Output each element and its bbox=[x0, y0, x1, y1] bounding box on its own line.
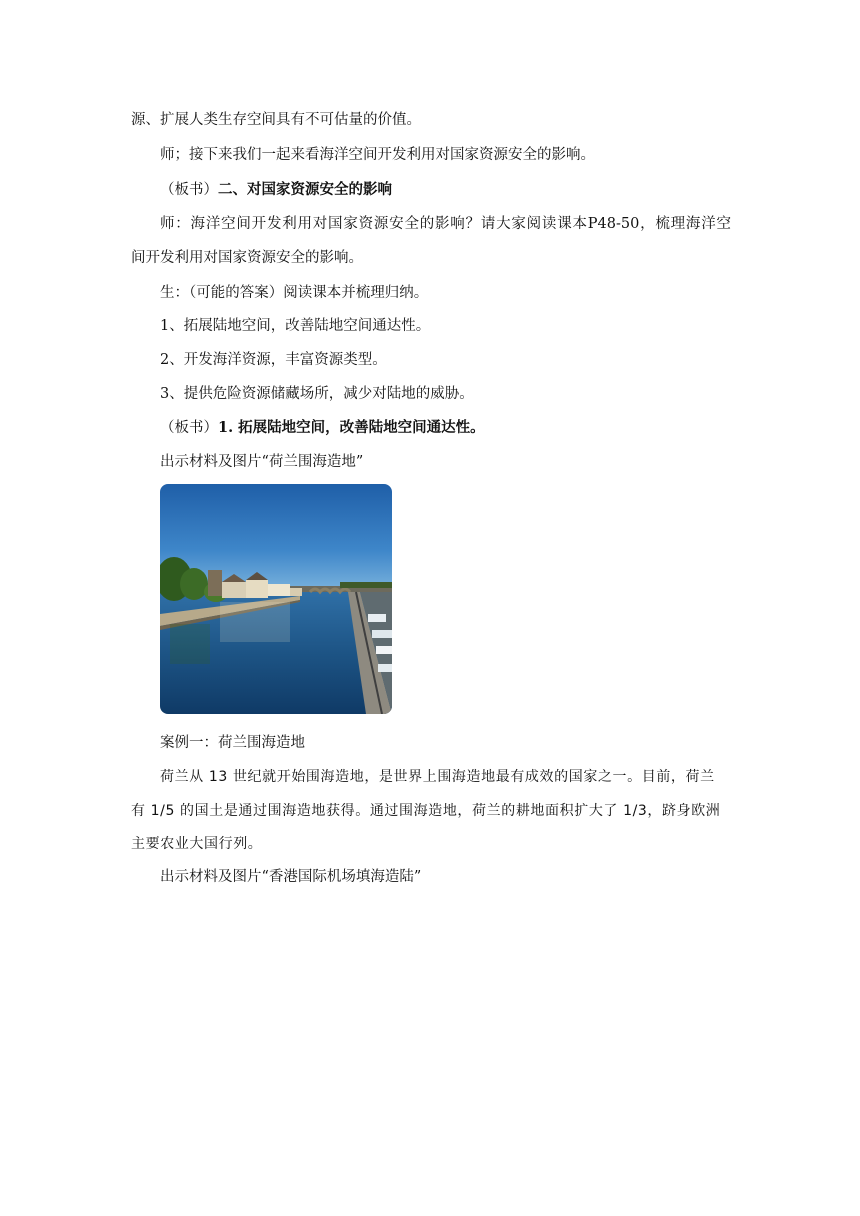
case-text-line-2: 有 1/5 的国土是通过围海造地获得。通过围海造地，荷兰的耕地面积扩大了 1/3，跻身欧洲 bbox=[131, 803, 721, 819]
netherlands-reclamation-photo bbox=[160, 484, 392, 714]
case-text-line-1: 荷兰从 13 世纪就开始围海造地，是世界上围海造地最有成效的国家之一。目前，荷兰 bbox=[160, 769, 715, 785]
teacher-question-line-1: 师：海洋空间开发利用对国家资源安全的影响？请大家阅读课本P48-50，梳理海洋空 bbox=[160, 216, 731, 232]
board-heading-text: 二、对国家资源安全的影响 bbox=[218, 181, 392, 198]
list-item-3: 3、提供危险资源储藏场所，减少对陆地的威胁。 bbox=[160, 386, 474, 402]
list-item-2: 2、开发海洋资源，丰富资源类型。 bbox=[160, 352, 387, 368]
teacher-question-line-2: 间开发利用对国家资源安全的影响。 bbox=[131, 250, 363, 266]
material-intro-hongkong: 出示材料及图片“香港国际机场填海造陆” bbox=[160, 869, 422, 885]
board-heading-2 bbox=[160, 180, 392, 200]
list-item-1: 1、拓展陆地空间，改善陆地空间通达性。 bbox=[160, 318, 431, 334]
board-subsection-text: 1. 拓展陆地空间，改善陆地空间通达性。 bbox=[218, 419, 485, 436]
board-prefix: （板书） bbox=[160, 182, 218, 198]
board-prefix: （板书） bbox=[160, 420, 218, 436]
teacher-intro-line: 师；接下来我们一起来看海洋空间开发利用对国家资源安全的影响。 bbox=[160, 147, 595, 163]
case-caption: 案例一：荷兰围海造地 bbox=[160, 735, 305, 751]
board-heading-subsection bbox=[160, 418, 485, 438]
student-answer-line: 生：（可能的答案）阅读课本并梳理归纳。 bbox=[160, 285, 429, 301]
material-intro-netherlands: 出示材料及图片“荷兰围海造地” bbox=[160, 454, 364, 470]
paragraph-continuation: 源、扩展人类生存空间具有不可估量的价值。 bbox=[131, 112, 421, 128]
case-text-line-3: 主要农业大国行列。 bbox=[131, 836, 263, 852]
